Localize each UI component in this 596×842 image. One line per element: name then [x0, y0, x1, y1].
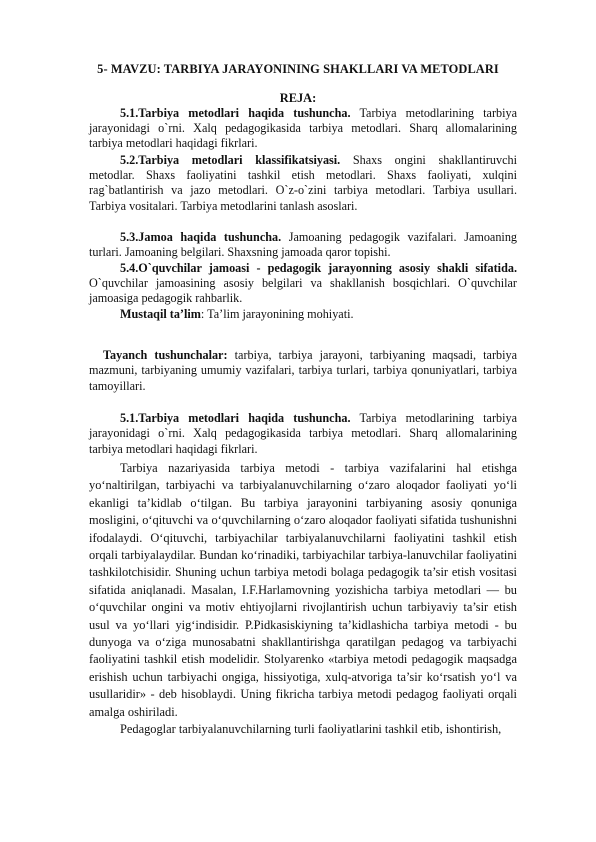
plan-item-5 — [89, 307, 517, 322]
plan-item-heading: 5.2.Tarbiya metodlari klassifikatsiyasi. — [120, 153, 341, 167]
plan-item-heading: 5.3.Jamoa haqida tushuncha. — [120, 230, 282, 244]
plan-item-text: Tarbiya metodlarining tarbiya jarayonidagi o`rni. Xalq pedagogikasida tarbiya metodlari. Sharq allomalarining tarbiya metodlari haqidagi fikrlari. — [89, 106, 518, 151]
key-concepts-text: tarbiya, tarbiya jarayoni, tarbiyaning maqsadi, tarbiya mazmuni, tarbiyaning umumiy vazifalari, tarbiya turlari, tarbiya qonuniyatlari, tarbiya tamoyillari. — [89, 348, 518, 393]
plan-item-3 — [89, 230, 517, 260]
plan-item-heading: 5.1.Tarbiya metodlari haqida tushuncha. — [120, 106, 351, 120]
paragraph: Tarbiya nazariyasida tarbiya metodi - tarbiya vazifalarini hal etishga yo‘naltirilgan, tarbiyachi va tarbiyalanuvchilarning o‘zaro aloqador faoliyati yo‘li ekanligi ta’kidlab o‘tilgan. Bu tarbiya jarayonini tarbiyaning asosiy qonuniga mosligini, o‘qituvchi va o‘quvchilarning o‘zaro aloqador faoliyati sifatida tushunishni ifodalaydi. O‘qituvchi, tarbiyachilar tarbiyalanuvchilarni faoliyatini tashkil etish orqali tarbiyalaydilar. Bundan ko‘rinadiki, tarbiyachilar tarbiya-lanuvchilar faoliyatini tashkilotchisidir. Shuning uchun tarbiya metodi bolaga pedagogik ta’sir etish vositasi sifatida aniqlanadi. Masalan, I.F.Harlamovning yozishicha tarbiya metodlari — bu o‘quvchilar ongini va motiv ehtiyojlarni rivojlantirish uchun tarbiyaviy ta’sir etish usul va yo‘llari yig‘indisidir. P.Pidkasiskiyning ta’kidlashicha tarbiya metodi - bu dunyoga va o‘ziga munosabatni shakllantirishga qaratilgan pedagog va tarbiyachi faoliyatini tashkil etish modelidir. Stolyarenko «tarbiya metodi pedagogik maqsadga erishish uchun tarbiyachi ongiga, hissiyotiga, xulq-atvoriga ta’sir ko‘rsatish yo‘l va usullaridir» - deb hisoblaydi. Uning fikricha tarbiya metodi pedagog faoliyati orqali amalga oshiriladi. — [89, 461, 517, 719]
key-concepts-label: Tayanch tushunchalar: — [103, 348, 228, 362]
plan-item-text: Jamoaning pedagogik vazifalari. Jamoaning turlari. Jamoaning belgilari. Shaxsning jamoada qaror topishi. — [89, 230, 518, 260]
body-text — [89, 460, 517, 739]
section-heading-block — [89, 411, 517, 457]
section-heading: 5.1.Tarbiya metodlari haqida tushuncha. — [120, 411, 351, 425]
plan-item-heading: Mustaqil ta’lim — [120, 307, 201, 321]
key-concepts — [89, 348, 517, 394]
page-title: 5- MAVZU: TARBIYA JARAYONINING SHAKLLARI VA METODLARI — [97, 62, 499, 76]
plan-item-1 — [89, 106, 517, 152]
plan-item-heading: 5.4.O`quvchilar jamoasi - pedagogik jarayonning asosiy shakli sifatida. — [120, 261, 517, 275]
plan-item-text: : Ta’lim jarayonining mohiyati. — [200, 307, 354, 321]
section-intro: Tarbiya metodlarining tarbiya jarayonidagi o`rni. Xalq pedagogikasida tarbiya metodlari. Sharq allomalarining tarbiya metodlari haqidagi fikrlari. — [89, 411, 518, 456]
plan-item-2 — [89, 153, 517, 214]
plan-item-4 — [89, 261, 517, 307]
paragraph: Pedagoglar tarbiyalanuvchilarning turli faoliyatlarini tashkil etib, ishontirish, — [120, 722, 502, 737]
plan-item-text: Shaxs ongini shakllantiruvchi metodlar. Shaxs faoliyatini tashkil etish metodlari. Shaxs faoliyati, xulqini rag`batlantirish va jazo metodlari. O`z-o`zini tarbiya metodlari. Tarbiya usullari. Tarbiya vositalari. Tarbiya metodlarini tanlash asoslari. — [89, 153, 517, 213]
plan-item-text: O`quvchilar jamoasining asosiy belgilari va shakllanish bosqichlari. O`quvchilar jamoasiga pedagogik rahbarlik. — [89, 276, 517, 306]
plan-heading: REJA: — [279, 91, 317, 105]
